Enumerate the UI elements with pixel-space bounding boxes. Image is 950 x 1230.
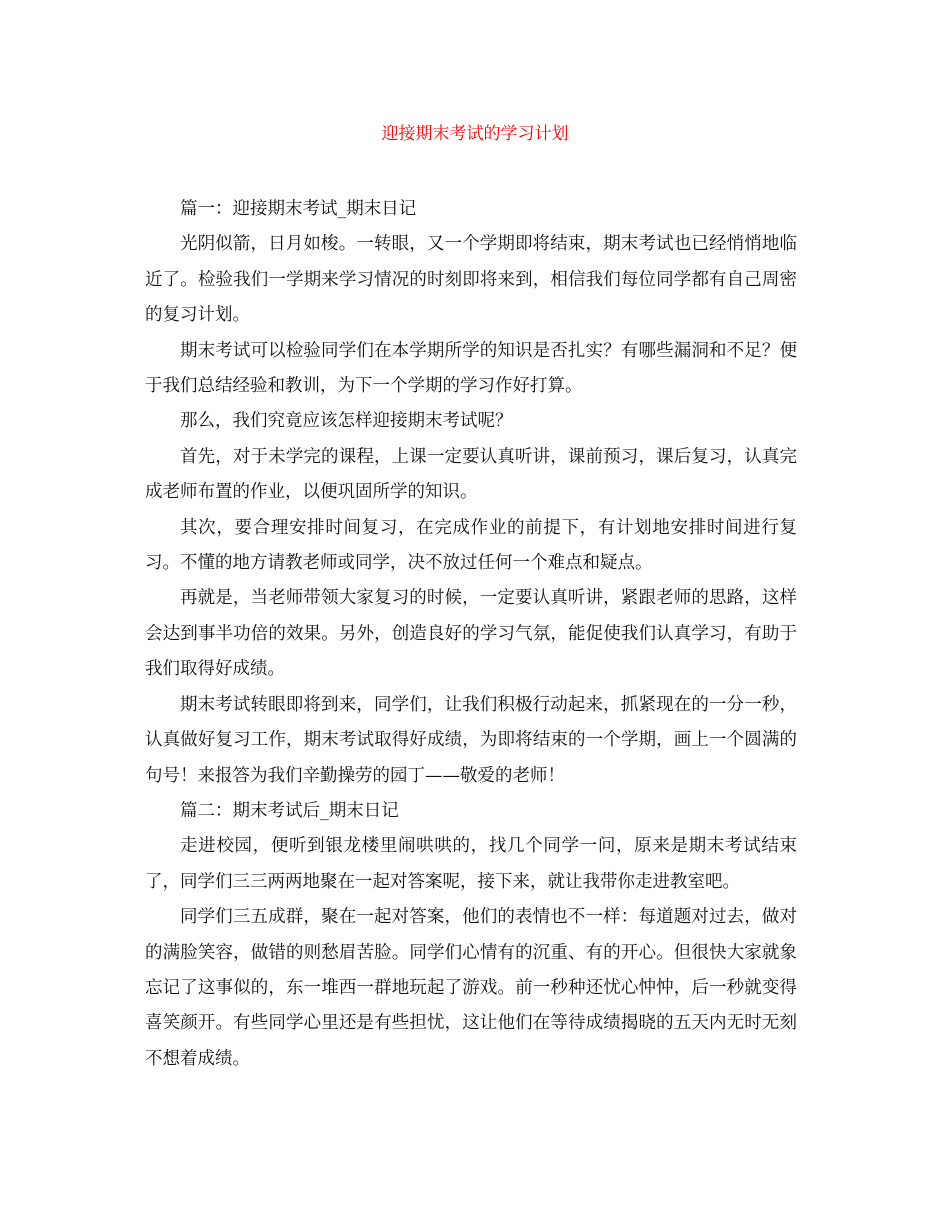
- paragraph: 期末考试可以检验同学们在本学期所学的知识是否扎实？有哪些漏洞和不足？便于我们总结经验和教训，为下一个学期的学习作好打算。: [145, 340, 797, 397]
- paragraph: 同学们三五成群，聚在一起对答案，他们的表情也不一样：每道题对过去，做对的满脸笑容，做错的则愁眉苦脸。同学们心情有的沉重、有的开心。但很快大家就象忘记了这事似的，东一堆西一群地玩起了游戏。前一秒种还忧心忡忡，后一秒就变得喜笑颜开。有些同学心里还是有些担忧，这让他们在等待成绩揭晓的五天内无时无刻不想着成绩。: [145, 907, 797, 1069]
- paragraph: 光阴似箭，日月如梭。一转眼，又一个学期即将结束，期末考试也已经悄悄地临近了。检验我们一学期来学习情况的时刻即将来到，相信我们每位同学都有自己周密的复习计划。: [145, 234, 797, 326]
- paragraph: 其次，要合理安排时间复习，在完成作业的前提下，有计划地安排时间进行复习。不懂的地方请教老师或同学，决不放过任何一个难点和疑点。: [145, 517, 797, 574]
- document-title: 迎接期末考试的学习计划: [381, 124, 569, 144]
- section-heading: 篇一：迎接期末考试_期末日记: [180, 199, 417, 219]
- paragraph: 再就是，当老师带领大家复习的时候，一定要认真听讲，紧跟老师的思路，这样会达到事半功倍的效果。另外，创造良好的学习气氛，能促使我们认真学习，有助于我们取得好成绩。: [145, 588, 797, 680]
- paragraph: 走进校园，便听到银龙楼里闹哄哄的，找几个同学一问，原来是期末考试结束了，同学们三三两两地聚在一起对答案呢，接下来，就让我带你走进教室吧。: [145, 836, 797, 892]
- paragraph: 首先，对于未学完的课程，上课一定要认真听讲，课前预习，课后复习，认真完成老师布置的作业，以便巩固所学的知识。: [145, 446, 797, 503]
- paragraph: 期末考试转眼即将到来，同学们，让我们积极行动起来，抓紧现在的一分一秒，认真做好复习工作，期末考试取得好成绩，为即将结束的一个学期，画上一个圆满的句号！来报答为我们辛勤操劳的园丁——敬爱的老师！: [145, 694, 797, 786]
- document-body: [145, 192, 797, 1077]
- section-heading: 篇二：期末考试后_期末日记: [180, 800, 399, 821]
- paragraph: 那么，我们究竟应该怎样迎接期末考试呢？: [180, 411, 513, 432]
